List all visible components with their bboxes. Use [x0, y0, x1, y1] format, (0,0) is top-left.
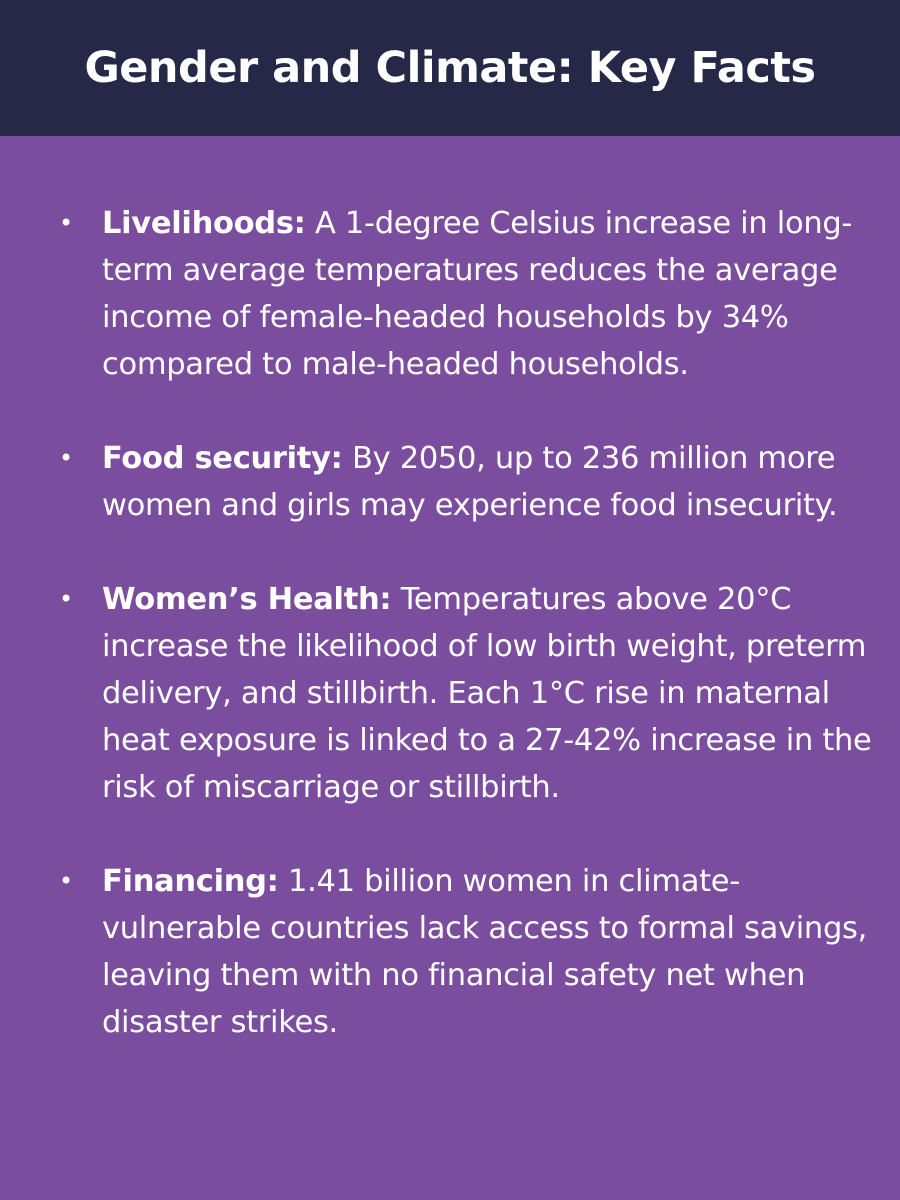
fact-text: 1.41 billion women in climate-vulnerable countries lack access to formal savings, leaving them with no financial safety net when disaster strikes.	[102, 864, 868, 1040]
fact-text: By 2050, up to 236 million more women and girls may experience food insecurity.	[102, 441, 838, 523]
fact-label: Women’s Health:	[102, 582, 392, 617]
fact-text: Temperatures above 20°C increase the likelihood of low birth weight, preterm delivery, and stillbirth. Each 1°C rise in maternal heat exposure is linked to a 27-42% increase in the risk of miscarriage or stillbirth.	[102, 582, 872, 805]
fact-item-womens-health	[59, 576, 882, 811]
fact-item-financing	[59, 858, 882, 1046]
fact-label: Livelihoods:	[102, 206, 306, 241]
title-banner	[0, 0, 900, 136]
key-facts-list	[0, 200, 900, 1093]
bullet-icon: •	[59, 209, 73, 237]
fact-text: A 1-degree Celsius increase in long-term average temperatures reduces the average income of female-headed households by 34% compared to male-headed households.	[102, 206, 853, 382]
fact-label: Food security:	[102, 441, 343, 476]
page-title: Gender and Climate: Key Facts	[84, 43, 816, 93]
bullet-icon: •	[59, 444, 73, 472]
fact-item-food-security	[59, 435, 882, 529]
bullet-icon: •	[59, 585, 73, 613]
fact-item-livelihoods	[59, 200, 882, 388]
bullet-icon: •	[59, 867, 73, 895]
fact-label: Financing:	[102, 864, 279, 899]
